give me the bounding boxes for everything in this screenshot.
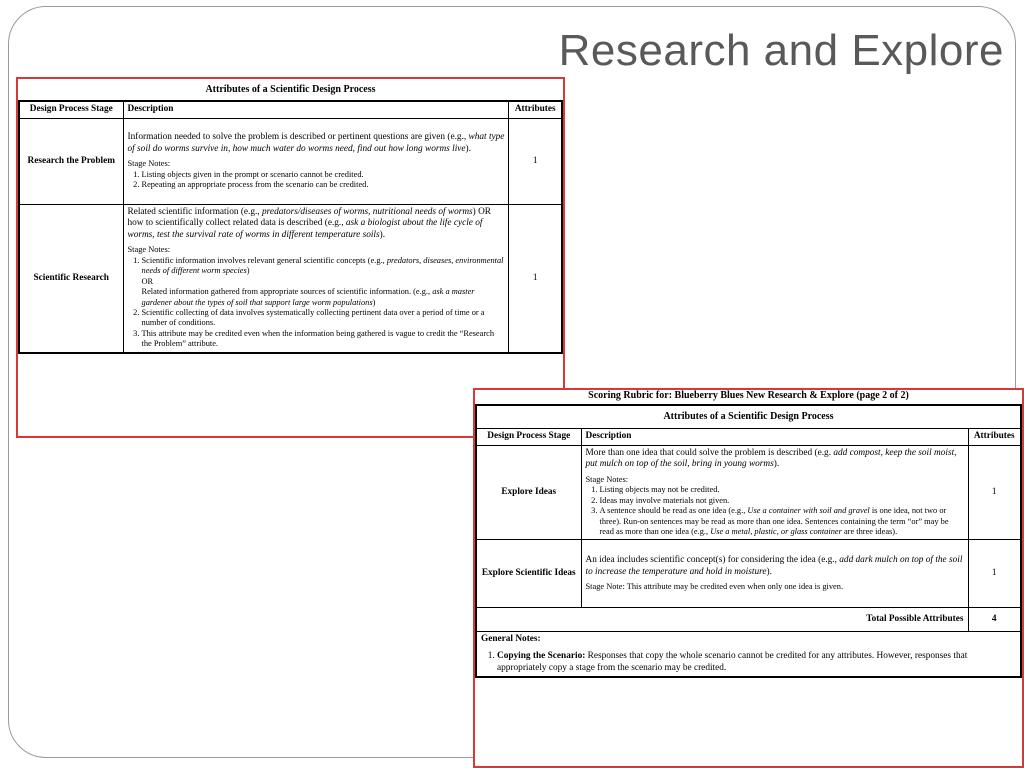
stage-name: Explore Scientific Ideas bbox=[476, 540, 581, 608]
stage-note: Stage Note: This attribute may be credited even when only one idea is given. bbox=[585, 582, 844, 592]
stage-name: Research the Problem bbox=[19, 118, 123, 204]
header-description: Description bbox=[581, 429, 968, 446]
table-row bbox=[19, 118, 562, 204]
rubric-title: Scoring Rubric for: Blueberry Blues New Research & Explore (page 2 of 2) bbox=[588, 390, 909, 401]
stage-description: Information needed to solve the problem is described or pertinent questions are given (e.g., what type of soil do worms survive in, how much water do worms need, find out how long worms live). Stage Notes: 1. Listing objects given in the prompt or scenario cannot be credited. 2. Repeating an appropriate process from the scenario can be credited. bbox=[123, 118, 509, 204]
attribute-count: 1 bbox=[509, 204, 562, 352]
table-row bbox=[476, 540, 1021, 608]
stage-description: Related scientific information (e.g., predators/diseases of worms, nutritional needs of worms) OR how to scientifically collect related data is described (e.g., ask a biologist about the life cycle of worms, test the survival rate of worms in different temperature soils). Stage Notes: 1. Scientific information involves relevant general scientific concepts (e.g., predators, diseases, environmental needs of different worm species) OR Related information gathered from appropriate sources of scientific information. (e.g., ask a master gardener about the types of soil that support large worm populations) 2. Scientific collecting of data involves systematically collecting pertinent data over a period of time or a number of conditions. 3. This attribute may be credited even when the information being gathered is vague to credit the “Research the Problem” attribute. bbox=[123, 204, 509, 352]
stage-name: Scientific Research bbox=[19, 204, 123, 352]
general-notes-list: 1. Copying the Scenario: Responses that copy the whole scenario cannot be credited for any attributes. However, responses that appropriately copy a stage from the scenario may be credited. bbox=[481, 651, 1016, 674]
stage-description: An idea includes scientific concept(s) for considering the idea (e.g., add dark mulch on top of the soil to increase the temperature and hold in moisture). Stage Note: This attribute may be credited even when only one idea is given. bbox=[581, 540, 968, 608]
notes-title: Stage Notes: bbox=[127, 159, 171, 169]
research-table-image bbox=[16, 77, 565, 438]
explore-table-image bbox=[473, 388, 1024, 768]
research-table bbox=[18, 79, 563, 354]
attribute-count: 1 bbox=[968, 540, 1021, 608]
stage-description: More than one idea that could solve the problem is described (e.g. add compost, keep the soil moist, put mulch on top of the soil, bring in young worms). Stage Notes: 1. Listing objects may not be credited. 2. Ideas may involve materials not given. 3. A sentence should be read as one idea (e.g., Use a container with soil and gravel is one idea, not two or three). Run-on sentences may be read as more than one idea. Sentences containing the term “or” may be read as more than one idea (e.g., Use a metal, plastic, or glass container are three ideas). bbox=[581, 445, 968, 540]
stage-notes: 1. Scientific information involves relevant general scientific concepts (e.g., predators, diseases, environmental needs of different worm species) OR Related information gathered from appropriate sources of scientific information. (e.g., ask a master gardener about the types of soil that support large worm populations) 2. Scientific collecting of data involves systematically collecting pertinent data over a period of time or a number of conditions. 3. This attribute may be credited even when the information being gathered is vague to credit the “Research the Problem” attribute. bbox=[128, 256, 505, 350]
header-attributes: Attributes bbox=[509, 101, 562, 118]
attribute-count: 1 bbox=[968, 445, 1021, 540]
general-notes-row bbox=[476, 632, 1021, 677]
header-stage: Design Process Stage bbox=[19, 101, 123, 118]
table-row bbox=[19, 204, 562, 352]
notes-title: Stage Notes: bbox=[585, 474, 629, 484]
attribute-count: 1 bbox=[509, 118, 562, 204]
total-label: Total Possible Attributes bbox=[476, 608, 968, 632]
notes-title: Stage Notes: bbox=[127, 245, 171, 255]
stage-notes: 1. Listing objects given in the prompt or scenario cannot be credited. 2. Repeating an appropriate process from the scenario can be credited. bbox=[128, 170, 505, 191]
general-notes bbox=[476, 632, 1021, 677]
table-caption: Attributes of a Scientific Design Process bbox=[476, 405, 1021, 429]
total-row bbox=[476, 608, 1021, 632]
header-stage: Design Process Stage bbox=[476, 429, 581, 446]
header-description: Description bbox=[123, 101, 509, 118]
table-caption: Attributes of a Scientific Design Process bbox=[205, 84, 376, 95]
slide-title: Research and Explore bbox=[558, 26, 1004, 75]
header-attributes: Attributes bbox=[968, 429, 1021, 446]
total-value: 4 bbox=[968, 608, 1021, 632]
stage-name: Explore Ideas bbox=[476, 445, 581, 540]
stage-notes: 1. Listing objects may not be credited. 2. Ideas may involve materials not given. 3. A sentence should be read as one idea (e.g., Use a container with soil and gravel is one idea, not two or three). Run-on sentences may be read as more than one idea. Sentences containing the term “or” may be read as more than one idea (e.g., Use a metal, plastic, or glass container are three ideas). bbox=[586, 485, 964, 537]
table-row bbox=[476, 445, 1021, 540]
general-notes-title: General Notes: bbox=[481, 634, 541, 645]
explore-table bbox=[475, 404, 1022, 678]
